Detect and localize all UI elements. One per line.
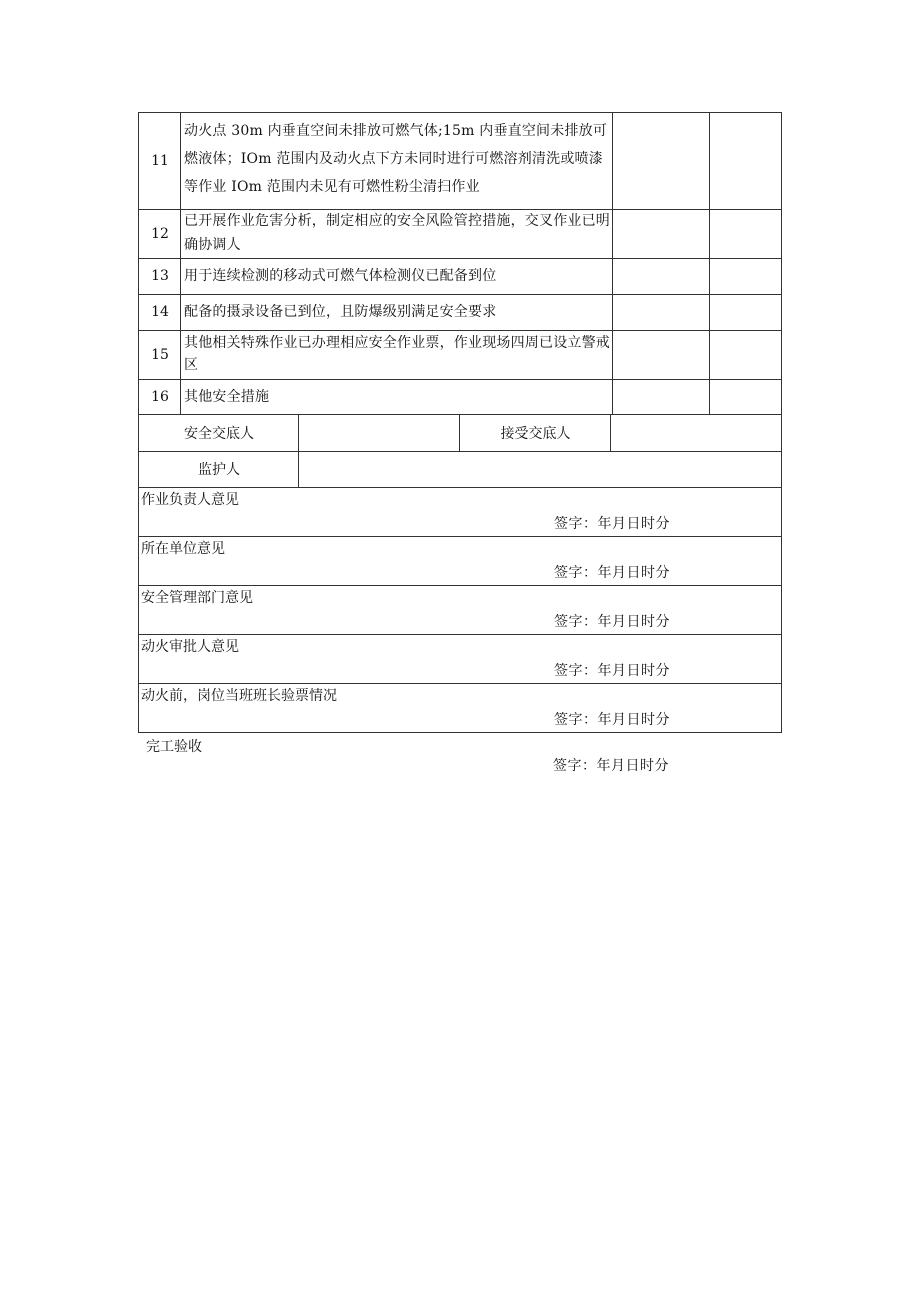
row-check-cell-12a [612,209,710,259]
row-text-16: 其他安全措施 [180,379,613,415]
opinion-title: 所在单位意见 [141,541,225,557]
signature-line: 签字：年月日时分 [554,712,670,728]
briefing-receiver-field[interactable] [610,414,782,452]
monitor-field[interactable] [298,451,782,488]
row-check-cell-11a [612,112,710,210]
completion-title: 完工验收 [146,739,202,755]
briefing-receiver-label: 接受交底人 [459,414,611,452]
row-text-14: 配备的摄录设备已到位，且防爆级别满足安全要求 [180,294,613,331]
opinion-row-work-leader [138,487,782,537]
row-check-cell-16b [709,379,782,415]
row-text-13: 用于连续检测的移动式可燃气体检测仪已配备到位 [180,258,613,295]
row-check-cell-14a [612,294,710,331]
row-check-cell-13b [709,258,782,295]
opinion-title: 动火审批人意见 [141,639,239,655]
safety-briefer-field[interactable] [298,414,460,452]
row-text-12: 已开展作业危害分析，制定相应的安全风险管控措施，交叉作业已明确协调人 [180,209,613,259]
row-number-16: 16 [138,379,181,415]
opinion-row-unit [138,536,782,586]
row-number-14: 14 [138,294,181,331]
completion-signature-line: 签字：年月日时分 [553,758,669,774]
row-text-11: 动火点 30m 内垂直空间未排放可燃气体;15m 内垂直空间未排放可燃液体；IOm 范围内及动火点下方未同时进行可燃溶剂清洗或喷漆等作业 IOm 范围内未见有可燃性粉尘清扫作业 [180,112,613,210]
signature-line: 签字：年月日时分 [554,663,670,679]
row-number-11: 11 [138,112,181,210]
opinion-row-fire-approver [138,634,782,684]
row-check-cell-13a [612,258,710,295]
opinion-row-shift-leader [138,683,782,733]
signature-line: 签字：年月日时分 [554,614,670,630]
row-check-cell-15b [709,330,782,380]
opinion-title: 动火前，岗位当班班长验票情况 [141,688,337,704]
monitor-label: 监护人 [138,451,299,488]
safety-briefer-label: 安全交底人 [138,414,299,452]
row-check-cell-12b [709,209,782,259]
opinion-title: 作业负责人意见 [141,492,239,508]
row-number-13: 13 [138,258,181,295]
row-check-cell-15a [612,330,710,380]
row-number-12: 12 [138,209,181,259]
opinion-row-safety-dept [138,585,782,635]
signature-line: 签字：年月日时分 [554,516,670,532]
row-check-cell-14b [709,294,782,331]
opinion-title: 安全管理部门意见 [141,590,253,606]
row-check-cell-11b [709,112,782,210]
row-number-15: 15 [138,330,181,380]
signature-line: 签字：年月日时分 [554,565,670,581]
row-check-cell-16a [612,379,710,415]
row-text-15: 其他相关特殊作业已办理相应安全作业票，作业现场四周已设立警戒区 [180,330,613,380]
